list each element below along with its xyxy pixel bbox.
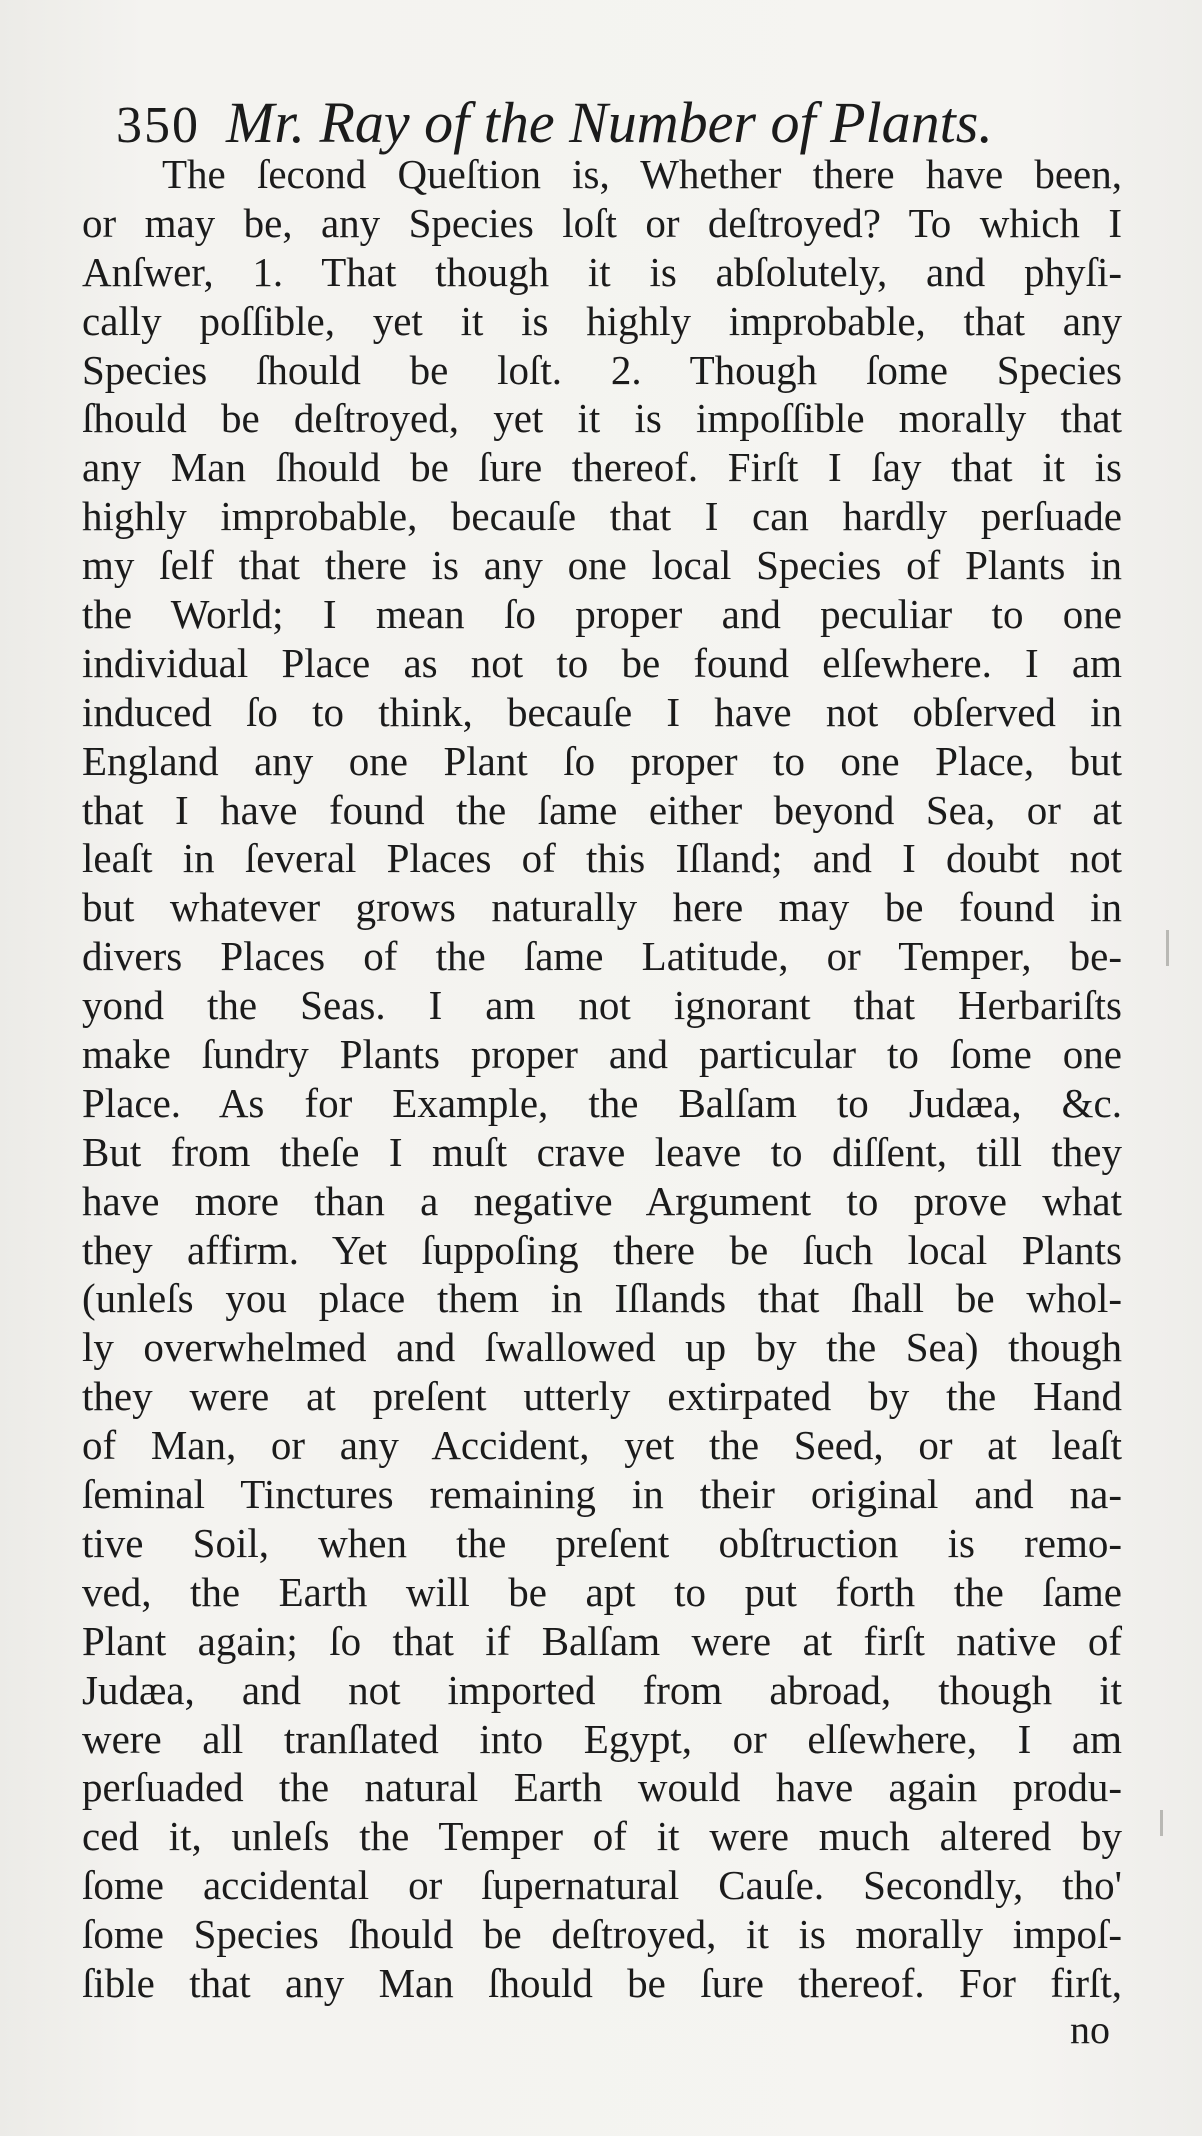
text-line: tive Soil, when the preſent obſtruction is remo- [82,1519,1122,1566]
text-line: yond the Seas. I am not ignorant that Herbariſts [82,982,1122,1029]
text-line: ſhould be deſtroyed, yet it is impoſſible morally that [82,395,1122,442]
text-line: Anſwer, 1. That though it is abſolutely, and phyſi- [82,248,1122,295]
text-line: the World; I mean ſo proper and peculiar to one [82,591,1122,638]
text-line: make ſundry Plants proper and particular to ſome one [82,1031,1122,1078]
text-line: Judæa, and not imported from abroad, though it [82,1666,1122,1713]
text-line: cally poſſible, yet it is highly improbable, that any [82,297,1122,344]
text-line: divers Places of the ſame Latitude, or Temper, be- [82,933,1122,980]
text-line: ced it, unleſs the Temper of it were much altered by [82,1813,1122,1860]
text-line: were all tranſlated into Egypt, or elſewhere, I am [82,1715,1122,1762]
text-line: or may be, any Species loſt or deſtroyed? To which I [82,199,1122,246]
text-line: ſeminal Tinctures remaining in their original and na- [82,1471,1122,1518]
text-line: Species ſhould be loſt. 2. Though ſome Species [82,346,1122,393]
text-line: ved, the Earth will be apt to put forth the ſame [82,1568,1122,1615]
text-line: highly improbable, becauſe that I can hardly perſuade [82,493,1122,540]
text-line: perſuaded the natural Earth would have again produ- [82,1764,1122,1811]
text-line: ſome Species ſhould be deſtroyed, it is morally impoſ- [82,1911,1122,1958]
text-line: leaſt in ſeveral Places of this Iſland; and I doubt not [82,835,1122,882]
text-line: ſible that any Man ſhould be ſure thereof. For firſt, [82,1959,1122,2006]
text-line: have more than a negative Argument to prove what [82,1177,1122,1224]
text-line: Plant again; ſo that if Balſam were at firſt native of [82,1617,1122,1664]
text-line: any Man ſhould be ſure thereof. Firſt I ſay that it is [82,444,1122,491]
body-text [82,150,1122,2008]
text-line: individual Place as not to be found elſewhere. I am [82,639,1122,686]
text-line: Place. As for Example, the Balſam to Judæa, &c. [82,1079,1122,1126]
text-line: The ſecond Queſtion is, Whether there have been, [162,151,1122,197]
text-line: ſome accidental or ſupernatural Cauſe. Secondly, tho' [82,1862,1122,1909]
margin-mark [1160,1810,1163,1836]
page-number: 350 [116,97,200,154]
text-line: they affirm. Yet ſuppoſing there be ſuch local Plants [82,1226,1122,1273]
running-title: Mr. Ray of the Number of Plants. [226,90,993,155]
text-line: England any one Plant ſo proper to one Place, but [82,737,1122,784]
text-line: they were at preſent utterly extirpated by the Hand [82,1373,1122,1420]
text-line: ly overwhelmed and ſwallowed up by the Sea) though [82,1324,1122,1371]
text-line: but whatever grows naturally here may be found in [82,884,1122,931]
text-line: of Man, or any Accident, yet the Seed, or at leaſt [82,1422,1122,1469]
text-line: induced ſo to think, becauſe I have not obſerved in [82,688,1122,735]
margin-mark [1166,930,1169,966]
text-line: my ſelf that there is any one local Species of Plants in [82,542,1122,589]
text-line: that I have found the ſame either beyond Sea, or at [82,786,1122,833]
text-line: (unleſs you place them in Iſlands that ſhall be whol- [82,1275,1122,1322]
text-line: But from theſe I muſt crave leave to diſſent, till they [82,1128,1122,1175]
catchword: no [1070,2007,1110,2052]
